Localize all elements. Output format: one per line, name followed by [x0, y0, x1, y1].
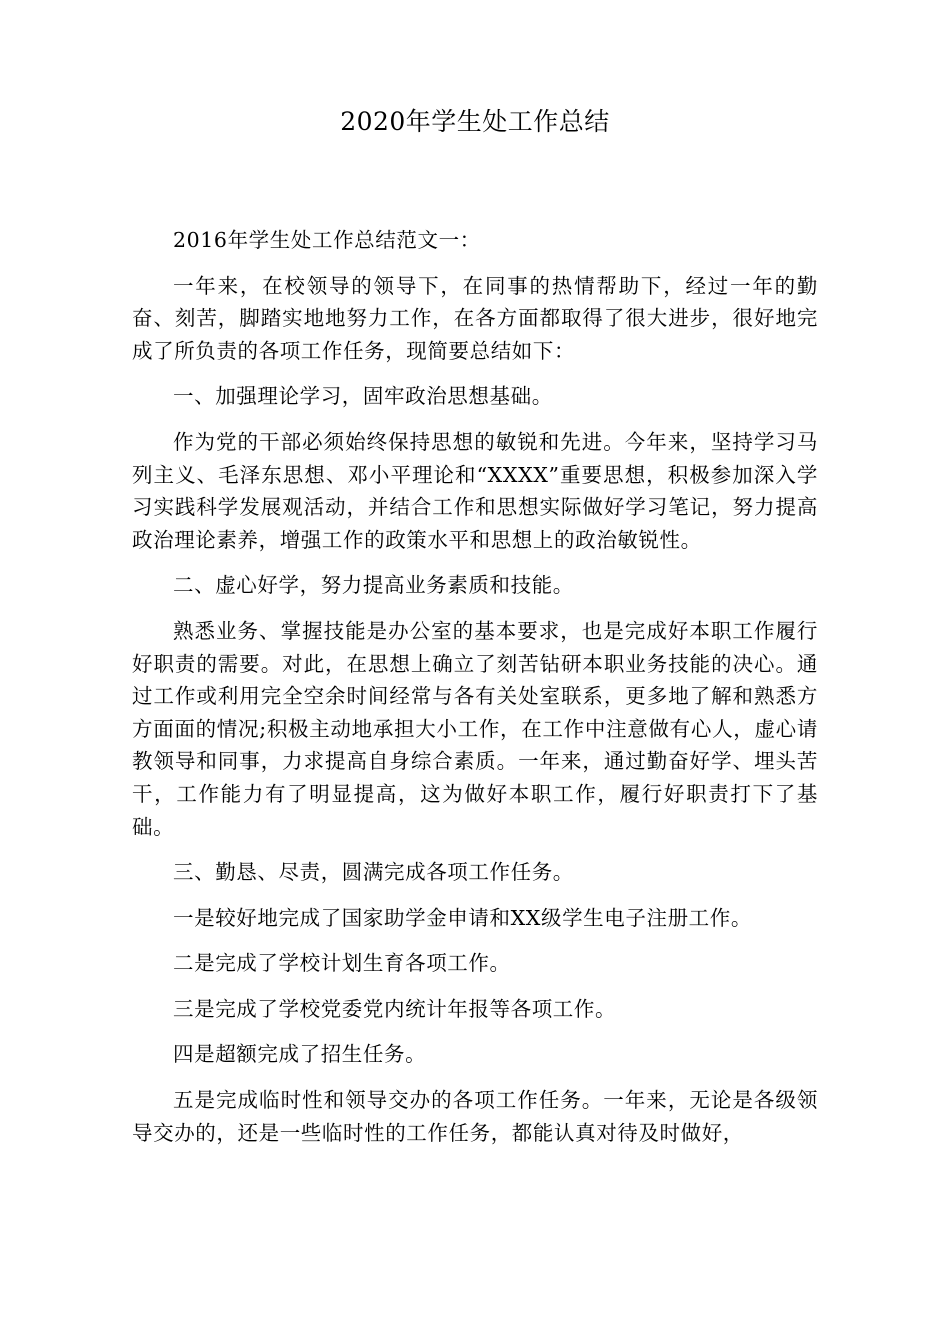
section-heading-1: 一、加强理论学习，固牢政治思想基础。	[173, 384, 553, 409]
paragraph-theory-study: 作为党的干部必须始终保持思想的敏锐和先进。今年来，坚持学习马列主义、毛泽东思想、邓小平理论和“XXXX”重要思想，积极参加深入学习实践科学发展观活动，并结合工作和思想实际做好学习笔记，努力提高政治理论素养，增强工作的政策水平和思想上的政治敏锐性。	[132, 429, 818, 552]
section-heading-2: 二、虚心好学，努力提高业务素质和技能。	[173, 573, 574, 598]
section-heading-3: 三、勤恳、尽责，圆满完成各项工作任务。	[173, 860, 574, 885]
paragraph-skills: 熟悉业务、掌握技能是办公室的基本要求，也是完成好本职工作履行好职责的需要。对此，在思想上确立了刻苦钻研本职业务技能的决心。通过工作或利用完全空余时间经常与各有关处室联系，更多地了解和熟悉方方面面的情况;积极主动地承担大小工作，在工作中注意做有心人，虚心请教领导和同事，力求提高自身综合素质。一年来，通过勤奋好学、埋头苦干，工作能力有了明显提高，这为做好本职工作，履行好职责打下了基础。	[132, 618, 818, 839]
paragraph-item-5: 五是完成临时性和领导交办的各项工作任务。一年来，无论是各级领导交办的，还是一些临时性的工作任务，都能认真对待及时做好，	[132, 1088, 818, 1145]
paragraph-item-1: 一是较好地完成了国家助学金申请和XX级学生电子注册工作。	[173, 905, 752, 930]
paragraph-item-2: 二是完成了学校计划生育各项工作。	[173, 951, 511, 976]
document-title: 2020年学生处工作总结	[340, 107, 610, 136]
paragraph-item-4: 四是超额完成了招生任务。	[173, 1042, 427, 1067]
paragraph-item-3: 三是完成了学校党委党内统计年报等各项工作。	[173, 996, 617, 1021]
paragraph-intro: 一年来，在校领导的领导下，在同事的热情帮助下，经过一年的勤奋、刻苦，脚踏实地地努力工作，在各方面都取得了很大进步，很好地完成了所负责的各项工作任务，现简要总结如下：	[132, 273, 818, 363]
paragraph-heading-sample: 2016年学生处工作总结范文一：	[173, 228, 481, 252]
document-body	[132, 224, 818, 1162]
